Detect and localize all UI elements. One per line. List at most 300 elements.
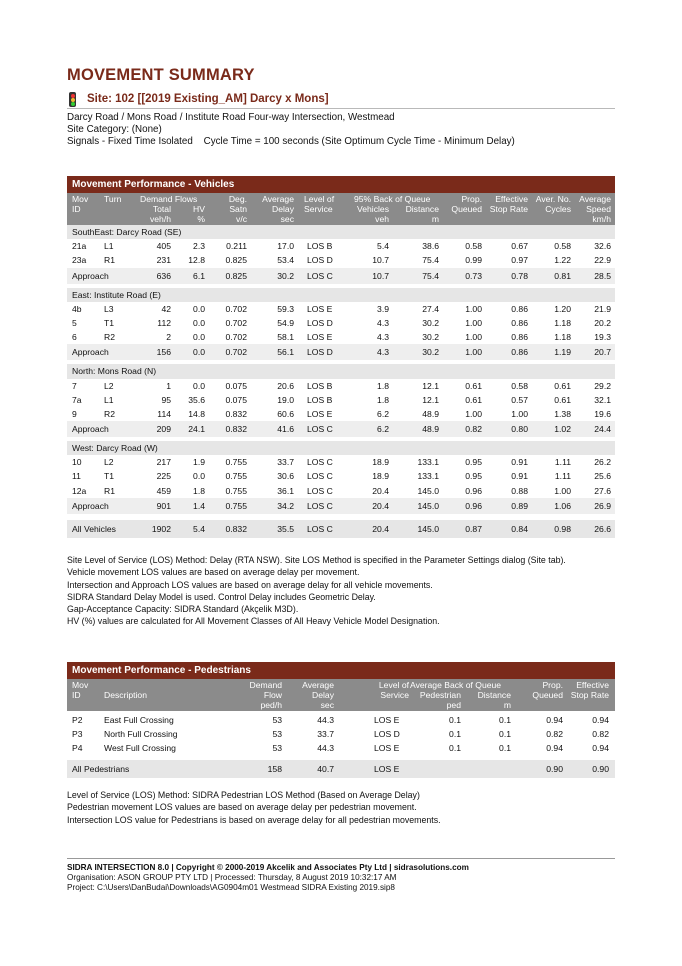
cell-delay: 44.3 bbox=[317, 743, 334, 754]
footer-copyright: SIDRA INTERSECTION 8.0 | Copyright © 2000-2019 Akcelik and Associates Pty Ltd | sidrasolutions.com bbox=[67, 863, 469, 872]
cell-delay: 30.2 bbox=[277, 270, 294, 281]
cell-queue-dist: 133.1 bbox=[417, 457, 439, 468]
cell-total: 156 bbox=[156, 347, 171, 358]
hdr-flow: Flow bbox=[263, 690, 282, 700]
pedestrian-notes bbox=[67, 789, 441, 826]
hdr-distance: Distance bbox=[477, 690, 511, 700]
cell-queue-veh: 20.4 bbox=[372, 523, 389, 534]
cell-turn: T1 bbox=[104, 317, 115, 328]
hdr-delay-unit: sec bbox=[280, 214, 294, 224]
hdr-id: ID bbox=[72, 690, 81, 700]
cell-prop-queued: 1.00 bbox=[465, 332, 482, 343]
hdr-hv-unit: % bbox=[197, 214, 205, 224]
cell-hv: 24.1 bbox=[188, 424, 205, 435]
cell-queue-dist: 30.2 bbox=[422, 332, 439, 343]
table-row bbox=[67, 484, 615, 498]
table-row bbox=[67, 407, 615, 421]
cell-stop-rate: 0.57 bbox=[511, 394, 528, 405]
cell-total: 405 bbox=[156, 241, 171, 252]
cell-hv: 5.4 bbox=[193, 523, 205, 534]
all-vehicles-row bbox=[67, 520, 615, 538]
cell-total: 42 bbox=[161, 303, 171, 314]
hdr-level-of: Level of bbox=[378, 680, 409, 690]
cell-delay: 60.6 bbox=[277, 408, 294, 419]
cell-prop-queued: 0.82 bbox=[465, 424, 482, 435]
cell-delay: 33.7 bbox=[277, 457, 294, 468]
cell-los: LOS E bbox=[374, 715, 400, 725]
cell-prop-queued: 0.58 bbox=[465, 241, 482, 252]
cell-prop-queued: 1.00 bbox=[465, 408, 482, 419]
cell-hv: 35.6 bbox=[188, 394, 205, 405]
cell-mov-id: 21a bbox=[72, 241, 87, 252]
cell-mov-id: 5 bbox=[72, 317, 77, 328]
cell-mov-id: All Pedestrians bbox=[72, 763, 130, 774]
cell-queue-dist: 12.1 bbox=[422, 380, 439, 391]
cell-speed: 32.6 bbox=[594, 241, 611, 252]
cell-prop-queued: 0.73 bbox=[465, 270, 482, 281]
cell-turn: L1 bbox=[104, 394, 114, 405]
cell-los: LOS C bbox=[307, 270, 333, 281]
cell-mov-id: 4b bbox=[72, 303, 82, 314]
cell-mov-id: 6 bbox=[72, 332, 77, 343]
cell-prop-queued: 0.87 bbox=[465, 523, 482, 534]
cell-queue-veh: 10.7 bbox=[372, 270, 389, 281]
cell-hv: 14.8 bbox=[188, 408, 205, 419]
approach-total-row bbox=[67, 268, 615, 284]
cell-total: 112 bbox=[157, 317, 171, 328]
footer-organisation: Organisation: ASON GROUP PTY LTD | Processed: Thursday, 8 August 2019 10:32:17 AM bbox=[67, 873, 397, 883]
cell-stop-rate: 0.86 bbox=[511, 347, 528, 358]
cell-queue-ped: 0.1 bbox=[449, 743, 461, 754]
cell-hv: 0.0 bbox=[193, 332, 205, 343]
cell-queue-veh: 4.3 bbox=[377, 332, 389, 343]
note-line: Gap-Acceptance Capacity: SIDRA Standard (Akçelik M3D). bbox=[67, 604, 299, 615]
cell-satn: 0.075 bbox=[225, 394, 247, 405]
table-row bbox=[67, 393, 615, 407]
cell-stop-rate: 0.91 bbox=[511, 471, 528, 482]
cell-hv: 12.8 bbox=[188, 255, 205, 266]
cell-satn: 0.075 bbox=[225, 380, 247, 391]
site-description bbox=[67, 112, 515, 149]
cell-los: LOS C bbox=[307, 471, 333, 482]
hdr-level-of: Level of bbox=[304, 194, 335, 204]
cell-queue-dist: 38.6 bbox=[422, 241, 439, 252]
cell-cycles: 1.11 bbox=[554, 471, 571, 482]
cell-cycles: 1.22 bbox=[554, 255, 571, 266]
cell-mov-id: 12a bbox=[72, 485, 87, 496]
cell-description: East Full Crossing bbox=[104, 715, 174, 725]
cell-cycles: 1.18 bbox=[554, 317, 571, 328]
cell-queue-veh: 1.8 bbox=[377, 394, 389, 405]
cell-total: 95 bbox=[161, 394, 171, 405]
cell-queue-veh: 10.7 bbox=[372, 255, 389, 266]
hdr-mov: Mov bbox=[72, 680, 89, 690]
cell-mov-id: 9 bbox=[72, 408, 77, 419]
cell-satn: 0.755 bbox=[225, 457, 247, 468]
report-footer bbox=[67, 858, 615, 894]
vehicle-table-title: Movement Performance - Vehicles bbox=[67, 176, 615, 193]
cell-speed: 21.9 bbox=[594, 303, 611, 314]
cell-cycles: 0.98 bbox=[554, 523, 571, 534]
cell-hv: 6.1 bbox=[193, 270, 205, 281]
cell-cycles: 1.11 bbox=[554, 457, 571, 468]
approach-group-header bbox=[67, 441, 615, 455]
cell-stop-rate: 0.82 bbox=[592, 729, 609, 740]
cell-speed: 19.6 bbox=[594, 408, 611, 419]
cell-los: LOS D bbox=[307, 347, 333, 358]
note-line: Intersection and Approach LOS values are based on average delay for all vehicle movements. bbox=[67, 579, 433, 590]
cell-cycles: 0.81 bbox=[554, 270, 571, 281]
cell-delay: 56.1 bbox=[277, 347, 294, 358]
cell-mov-id: Approach bbox=[72, 500, 109, 511]
cell-los: LOS E bbox=[307, 303, 333, 314]
cell-prop-queued: 0.96 bbox=[465, 500, 482, 511]
cell-turn: L2 bbox=[104, 457, 114, 468]
cell-speed: 25.6 bbox=[594, 471, 611, 482]
cell-satn: 0.702 bbox=[225, 332, 247, 343]
cell-satn: 0.832 bbox=[225, 523, 247, 534]
cell-prop-queued: 1.00 bbox=[465, 347, 482, 358]
cell-queue-dist: 30.2 bbox=[422, 317, 439, 328]
hdr-satn-unit: v/c bbox=[236, 214, 247, 224]
cell-turn: R2 bbox=[104, 408, 115, 419]
cell-turn: L2 bbox=[104, 380, 114, 391]
cell-delay: 34.2 bbox=[277, 500, 294, 511]
cell-hv: 0.0 bbox=[193, 303, 205, 314]
cell-queue-veh: 20.4 bbox=[372, 500, 389, 511]
approach-group-header bbox=[67, 225, 615, 239]
cell-mov-id: 10 bbox=[72, 457, 82, 468]
site-category: Site Category: (None) bbox=[67, 124, 162, 136]
hdr-queue: 95% Back of Queue bbox=[354, 194, 431, 204]
table-row bbox=[67, 330, 615, 344]
cell-prop-queued: 0.94 bbox=[546, 715, 563, 725]
cell-stop-rate: 1.00 bbox=[511, 408, 528, 419]
cell-turn: R1 bbox=[104, 255, 115, 266]
table-row bbox=[67, 239, 615, 253]
vehicle-notes bbox=[67, 554, 566, 628]
approach-name: East: Institute Road (E) bbox=[72, 289, 161, 300]
cell-total: 1902 bbox=[151, 523, 171, 534]
cell-delay: 59.3 bbox=[277, 303, 294, 314]
cell-delay: 35.5 bbox=[277, 523, 294, 534]
hdr-back-of-queue: Average Back of Queue bbox=[410, 680, 502, 690]
cell-turn: L3 bbox=[104, 303, 114, 314]
cell-delay: 33.7 bbox=[317, 729, 334, 740]
cell-cycles: 1.06 bbox=[554, 500, 571, 511]
cell-delay: 30.6 bbox=[277, 471, 294, 482]
table-row bbox=[67, 379, 615, 393]
hdr-queued: Queued bbox=[451, 204, 482, 214]
cell-mov-id: 11 bbox=[72, 471, 81, 482]
cell-total: 217 bbox=[156, 457, 171, 468]
hdr-demand: Demand bbox=[249, 680, 282, 690]
cell-delay: 20.6 bbox=[277, 380, 294, 391]
pedestrian-performance-table bbox=[67, 662, 615, 778]
cell-mov-id: 23a bbox=[72, 255, 87, 266]
cell-total: 225 bbox=[156, 471, 171, 482]
cell-satn: 0.211 bbox=[226, 241, 247, 252]
note-line: Pedestrian movement LOS values are based on average delay per pedestrian movement. bbox=[67, 802, 417, 813]
cell-cycles: 1.02 bbox=[554, 424, 571, 435]
cell-flow: 53 bbox=[272, 715, 282, 725]
cell-stop-rate: 0.58 bbox=[511, 380, 528, 391]
cell-queue-dist: 0.1 bbox=[499, 729, 511, 740]
cell-prop-queued: 0.95 bbox=[465, 471, 482, 482]
cell-hv: 2.3 bbox=[193, 241, 205, 252]
hdr-satn: Satn bbox=[229, 204, 247, 214]
cell-delay: 40.7 bbox=[317, 763, 334, 774]
hdr-vehicles-unit: veh bbox=[375, 214, 389, 224]
pedestrian-table-title: Movement Performance - Pedestrians bbox=[67, 662, 615, 679]
cell-speed: 24.4 bbox=[594, 424, 611, 435]
hdr-speed-unit: km/h bbox=[592, 214, 611, 224]
cell-delay: 53.4 bbox=[277, 255, 294, 266]
cell-prop-queued: 0.61 bbox=[465, 394, 482, 405]
cell-cycles: 1.18 bbox=[554, 332, 571, 343]
cell-los: LOS C bbox=[307, 523, 333, 534]
cell-queue-dist: 133.1 bbox=[417, 471, 439, 482]
cell-queue-veh: 5.4 bbox=[377, 241, 389, 252]
cell-satn: 0.755 bbox=[225, 471, 247, 482]
cell-cycles: 1.19 bbox=[554, 347, 571, 358]
cell-los: LOS D bbox=[307, 317, 333, 328]
cell-speed: 26.6 bbox=[594, 523, 611, 534]
cell-stop-rate: 0.84 bbox=[511, 523, 528, 534]
cell-queue-dist: 48.9 bbox=[422, 424, 439, 435]
cell-hv: 0.0 bbox=[193, 380, 205, 391]
cell-stop-rate: 0.97 bbox=[511, 255, 528, 266]
cell-queue-veh: 20.4 bbox=[372, 485, 389, 496]
cell-delay: 54.9 bbox=[277, 317, 294, 328]
cell-queue-veh: 18.9 bbox=[372, 471, 389, 482]
cell-prop-queued: 0.90 bbox=[546, 763, 563, 774]
cell-mov-id: P3 bbox=[72, 729, 83, 740]
cell-delay: 44.3 bbox=[317, 715, 334, 725]
cell-turn: R1 bbox=[104, 485, 115, 496]
cell-los: LOS E bbox=[374, 743, 400, 754]
cell-flow: 53 bbox=[272, 743, 282, 754]
hdr-distance-unit: m bbox=[503, 700, 511, 710]
cell-description: West Full Crossing bbox=[104, 743, 176, 754]
cell-hv: 0.0 bbox=[193, 471, 205, 482]
approach-total-row bbox=[67, 344, 615, 360]
table-row bbox=[67, 727, 615, 741]
hdr-id: ID bbox=[72, 204, 81, 214]
hdr-total: Total bbox=[152, 204, 171, 214]
cell-prop-queued: 0.61 bbox=[465, 380, 482, 391]
pedestrian-table-header bbox=[67, 679, 615, 711]
cell-speed: 27.6 bbox=[594, 485, 611, 496]
cell-queue-dist: 30.2 bbox=[422, 347, 439, 358]
cell-speed: 28.5 bbox=[594, 270, 611, 281]
signal-info: Signals - Fixed Time Isolated Cycle Time = 100 seconds (Site Optimum Cycle Time - Minimum Delay) bbox=[67, 136, 515, 148]
cell-total: 231 bbox=[156, 255, 171, 266]
cell-queue-veh: 6.2 bbox=[377, 408, 389, 419]
cell-satn: 0.825 bbox=[225, 255, 247, 266]
cell-total: 1 bbox=[166, 380, 171, 391]
cell-satn: 0.702 bbox=[225, 347, 247, 358]
site-location: Darcy Road / Mons Road / Institute Road Four-way Intersection, Westmead bbox=[67, 112, 395, 123]
cell-mov-id: Approach bbox=[72, 424, 109, 435]
cell-stop-rate: 0.67 bbox=[511, 241, 528, 252]
cell-prop-queued: 0.94 bbox=[546, 743, 563, 754]
hdr-service: Service bbox=[304, 204, 333, 214]
cell-stop-rate: 0.86 bbox=[511, 317, 528, 328]
cell-hv: 1.8 bbox=[193, 485, 205, 496]
cell-total: 636 bbox=[156, 270, 171, 281]
cell-delay: 17.0 bbox=[277, 241, 294, 252]
cell-queue-veh: 6.2 bbox=[377, 424, 389, 435]
cell-queue-dist: 75.4 bbox=[422, 255, 439, 266]
approach-group-header bbox=[67, 288, 615, 302]
cell-los: LOS E bbox=[374, 763, 400, 774]
cell-los: LOS D bbox=[374, 729, 400, 740]
cell-speed: 26.9 bbox=[594, 500, 611, 511]
hdr-pedestrian: Pedestrian bbox=[419, 690, 461, 700]
cell-cycles: 0.61 bbox=[554, 394, 571, 405]
hdr-flow-unit: ped/h bbox=[260, 700, 282, 710]
cell-cycles: 1.20 bbox=[554, 303, 571, 314]
hdr-deg: Deg. bbox=[228, 194, 247, 204]
cell-stop-rate: 0.88 bbox=[511, 485, 528, 496]
cell-speed: 26.2 bbox=[594, 457, 611, 468]
cell-prop-queued: 1.00 bbox=[465, 317, 482, 328]
hdr-effective: Effective bbox=[495, 194, 528, 204]
hdr-queued: Queued bbox=[532, 690, 563, 700]
cell-satn: 0.702 bbox=[225, 303, 247, 314]
note-line: Site Level of Service (LOS) Method: Delay (RTA NSW). Site LOS Method is specified in the Parameter Settings dialog (Site tab). bbox=[67, 555, 566, 565]
site-header bbox=[67, 92, 615, 109]
cell-queue-dist: 145.0 bbox=[417, 485, 439, 496]
cell-turn: T1 bbox=[104, 471, 115, 482]
cell-los: LOS D bbox=[307, 255, 333, 266]
hdr-speed: Speed bbox=[586, 204, 611, 214]
hdr-average: Average bbox=[302, 680, 334, 690]
cell-queue-dist: 145.0 bbox=[417, 500, 439, 511]
cell-mov-id: 7a bbox=[72, 394, 82, 405]
hdr-distance: Distance bbox=[405, 204, 439, 214]
table-row bbox=[67, 316, 615, 330]
cell-satn: 0.832 bbox=[225, 424, 247, 435]
cell-los: LOS C bbox=[307, 457, 333, 468]
cell-delay: 58.1 bbox=[277, 332, 294, 343]
cell-queue-veh: 4.3 bbox=[377, 347, 389, 358]
hdr-stop-rate: Stop Rate bbox=[570, 690, 609, 700]
approach-name: North: Mons Road (N) bbox=[72, 366, 157, 377]
footer-project: Project: C:\Users\DanBudai\Downloads\AG0904m01 Westmead SIDRA Existing 2019.sip8 bbox=[67, 883, 395, 893]
cell-queue-dist: 27.4 bbox=[422, 303, 439, 314]
hdr-distance-unit: m bbox=[431, 214, 439, 224]
cell-queue-dist: 12.1 bbox=[422, 394, 439, 405]
hdr-avg: Average bbox=[262, 194, 294, 204]
hdr-pedestrian-unit: ped bbox=[446, 700, 461, 710]
cell-stop-rate: 0.86 bbox=[511, 332, 528, 343]
cell-prop-queued: 0.95 bbox=[465, 457, 482, 468]
table-row bbox=[67, 302, 615, 316]
hdr-delay: Delay bbox=[272, 204, 294, 214]
cell-queue-dist: 145.0 bbox=[417, 523, 439, 534]
all-pedestrians-row bbox=[67, 760, 615, 778]
cell-stop-rate: 0.78 bbox=[511, 270, 528, 281]
cell-hv: 1.4 bbox=[193, 500, 205, 511]
cell-delay: 36.1 bbox=[277, 485, 294, 496]
cell-speed: 29.2 bbox=[594, 380, 611, 391]
hdr-description: Description bbox=[104, 690, 147, 700]
cell-stop-rate: 0.80 bbox=[511, 424, 528, 435]
note-line: SIDRA Standard Delay Model is used. Control Delay includes Geometric Delay. bbox=[67, 591, 376, 602]
approach-group-header bbox=[67, 364, 615, 378]
hdr-stop-rate: Stop Rate bbox=[489, 204, 528, 214]
cell-queue-veh: 18.9 bbox=[372, 457, 389, 468]
hdr-demand-flows: Demand Flows bbox=[140, 194, 198, 204]
cell-los: LOS C bbox=[307, 485, 333, 496]
approach-name: SouthEast: Darcy Road (SE) bbox=[72, 227, 182, 237]
hdr-prop: Prop. bbox=[542, 680, 563, 690]
cell-mov-id: All Vehicles bbox=[72, 523, 116, 534]
hdr-mov: Mov bbox=[72, 194, 89, 204]
cell-los: LOS E bbox=[307, 408, 333, 419]
cell-queue-ped: 0.1 bbox=[449, 715, 461, 725]
cell-hv: 0.0 bbox=[193, 347, 205, 358]
cell-hv: 1.9 bbox=[193, 457, 205, 468]
cell-mov-id: 7 bbox=[72, 380, 77, 391]
cell-queue-dist: 48.9 bbox=[422, 408, 439, 419]
cell-cycles: 1.38 bbox=[554, 408, 571, 419]
cell-turn: L1 bbox=[104, 241, 114, 252]
cell-los: LOS B bbox=[307, 380, 333, 391]
cell-cycles: 0.61 bbox=[554, 380, 571, 391]
pedestrian-table-body bbox=[67, 711, 615, 778]
note-line: HV (%) values are calculated for All Movement Classes of All Heavy Vehicle Model Designation. bbox=[67, 616, 440, 627]
cell-satn: 0.755 bbox=[225, 485, 247, 496]
cell-queue-dist: 0.1 bbox=[499, 715, 511, 725]
hdr-hv: HV bbox=[193, 204, 205, 214]
cell-los: LOS C bbox=[307, 500, 333, 511]
cell-stop-rate: 0.91 bbox=[511, 457, 528, 468]
cell-queue-veh: 3.9 bbox=[377, 303, 389, 314]
page-title: MOVEMENT SUMMARY bbox=[67, 66, 255, 84]
cell-delay: 41.6 bbox=[277, 424, 294, 435]
cell-stop-rate: 0.94 bbox=[592, 743, 609, 754]
cell-satn: 0.832 bbox=[225, 408, 247, 419]
cell-mov-id: P4 bbox=[72, 743, 83, 754]
cell-speed: 20.2 bbox=[594, 317, 611, 328]
cell-cycles: 0.58 bbox=[554, 241, 571, 252]
cell-total: 2 bbox=[166, 332, 171, 343]
hdr-prop: Prop. bbox=[461, 194, 482, 204]
table-row bbox=[67, 455, 615, 469]
cell-prop-queued: 0.82 bbox=[546, 729, 563, 740]
cell-los: LOS E bbox=[307, 332, 333, 343]
cell-stop-rate: 0.86 bbox=[511, 303, 528, 314]
vehicle-table-header bbox=[67, 193, 615, 225]
cell-speed: 20.7 bbox=[594, 347, 611, 358]
vehicle-table-body bbox=[67, 225, 615, 538]
cell-queue-veh: 4.3 bbox=[377, 317, 389, 328]
cell-satn: 0.825 bbox=[225, 270, 247, 281]
cell-prop-queued: 1.00 bbox=[465, 303, 482, 314]
traffic-light-icon bbox=[69, 92, 76, 107]
vehicle-performance-table bbox=[67, 176, 615, 538]
cell-satn: 0.702 bbox=[225, 317, 247, 328]
cell-speed: 32.1 bbox=[594, 394, 611, 405]
cell-stop-rate: 0.89 bbox=[511, 500, 528, 511]
hdr-delay: Delay bbox=[312, 690, 334, 700]
note-line: Level of Service (LOS) Method: SIDRA Pedestrian LOS Method (Based on Average Delay) bbox=[67, 790, 420, 800]
cell-flow: 158 bbox=[267, 763, 282, 774]
table-row bbox=[67, 253, 615, 267]
